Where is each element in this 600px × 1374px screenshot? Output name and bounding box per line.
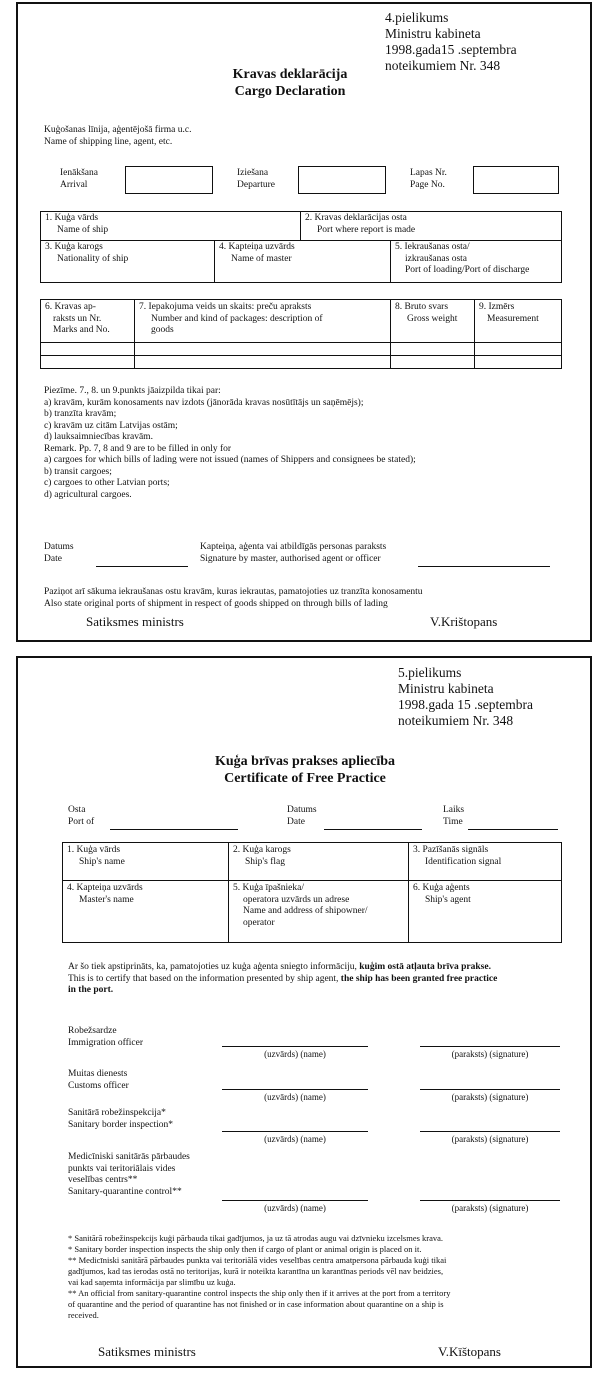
label-en: Departure <box>237 179 275 190</box>
officer-label-lv: veselības centrs** <box>68 1175 138 1185</box>
quarantine-name-caption: (uzvārds) (name) <box>264 1203 326 1213</box>
cell-label-lv: 4. Kapteiņa uzvārds <box>67 883 143 893</box>
row-divider <box>40 355 562 356</box>
cell-label-en: goods <box>151 325 174 335</box>
cell-label-en: Name of master <box>231 253 292 264</box>
officer-label-lv: Muitas dienests <box>68 1069 128 1079</box>
immigration-name-caption: (uzvārds) (name) <box>264 1049 326 1059</box>
cell-label-en: operator <box>243 917 275 928</box>
departure-field[interactable] <box>298 166 386 194</box>
cell-label-en: Number and kind of packages: description of <box>151 313 323 324</box>
date-line[interactable] <box>96 566 188 567</box>
footnote-line: ** Medicīniski sanitārā pārbaudes punkta vai teritoriālā vides veselības centra amatpersona pārbauda kuģi tikai <box>68 1255 447 1265</box>
note-line: d) agricultural cargoes. <box>44 489 132 500</box>
cell-shipowner[interactable] <box>229 881 407 931</box>
annex-line: noteikumiem Nr. 348 <box>385 58 501 73</box>
form5-footnotes <box>68 1233 568 1321</box>
immigration-signature-caption: (paraksts) (signature) <box>451 1049 529 1059</box>
cell-marks <box>41 300 133 339</box>
cell-label-en: Ship's flag <box>245 856 285 867</box>
label-lv: Datums <box>287 805 317 815</box>
customs-name-line[interactable] <box>222 1089 368 1090</box>
footer-line: Paziņot arī sākuma iekraušanas ostu kravām, kuras iekrautas, pamatojoties uz tranzīta konosamentu <box>44 587 423 597</box>
cell-label-en: Marks and No. <box>53 325 110 335</box>
immigration-name-line[interactable] <box>222 1046 368 1047</box>
officer-label-en: Immigration officer <box>68 1037 144 1048</box>
cell-master-name[interactable] <box>63 881 227 908</box>
signature-line[interactable] <box>418 566 550 567</box>
title-en: Certificate of Free Practice <box>224 771 386 786</box>
sanitary-name-caption: (uzvārds) (name) <box>264 1134 326 1144</box>
cell-label-lv: 1. Kuģa vārds <box>67 845 121 855</box>
cell-label-en: Master's name <box>79 894 134 905</box>
note-line: a) kravām, kurām konosaments nav izdots (jānorāda kravas nosūtītājs un saņēmējs); <box>44 397 364 408</box>
cell-label-lv: 2. Kuģa karogs <box>233 845 291 855</box>
minister-name: V.Krištopans <box>430 614 498 629</box>
minister5-title: Satiksmes ministrs <box>98 1344 196 1359</box>
title-lv: Kravas deklarācija <box>232 67 348 82</box>
cert-emphasis: the ship has been granted free practice <box>340 973 498 984</box>
officer-sanitary <box>68 1108 173 1131</box>
annex-line: 1998.gada 15 .septembra <box>398 697 533 712</box>
form5-annex <box>398 665 588 729</box>
time-label <box>443 805 464 828</box>
label-lv: Kuģošanas līnija, aģentējošā firma u.c. <box>44 125 192 135</box>
cert-line-en <box>68 985 568 997</box>
label-lv: Ienākšana <box>60 168 98 178</box>
note-line: c) kravām uz citām Latvijas ostām; <box>44 420 178 431</box>
immigration-signature-line[interactable] <box>420 1046 560 1047</box>
footnote-line: * Sanitārā robežinspekcijs kuģi pārbauda tikai gadījumos, ja uz tā atrodas augu vai dzīvnieku izcelsmes krava. <box>68 1233 444 1243</box>
footnote-line: of quarantine and the period of quarantine has not finished or in case information about quarantine on a ship is <box>68 1299 444 1309</box>
cell-id-signal[interactable] <box>409 843 561 870</box>
label-en: Date <box>287 816 305 827</box>
cell-label-en: Port where report is made <box>317 224 416 235</box>
arrival-label <box>60 168 98 191</box>
officer-immigration <box>68 1026 143 1049</box>
label-lv: Kapteiņa, aģenta vai atbildīgās personas paraksts <box>200 542 387 552</box>
cell-label-en: Measurement <box>487 313 539 324</box>
officer-quarantine <box>68 1152 190 1198</box>
officer-label-lv: Robežsardze <box>68 1026 117 1036</box>
cell-label-lv: 1. Kuģa vārds <box>45 213 99 223</box>
annex-line: Ministru kabineta <box>398 681 494 696</box>
label-en: Time <box>443 816 463 827</box>
row-divider <box>40 342 562 343</box>
cert-text: Ar šo tiek apstiprināts, ka, pamatojoties uz kuģa aģenta sniegto informāciju, <box>68 962 357 972</box>
label-en: Signature by master, authorised agent or officer <box>200 553 381 564</box>
note-line: a) cargoes for which bills of lading were not issued (names of Shippers and consignees be stated); <box>44 455 416 465</box>
footnote-line: vai kad saņemta informācija par slimību uz kuģa. <box>68 1277 236 1287</box>
form4-title <box>190 66 390 100</box>
form4-annex <box>385 10 585 74</box>
annex-line: 5.pielikums <box>398 665 462 680</box>
page-no-field[interactable] <box>473 166 559 194</box>
cert-emphasis: in the port. <box>68 985 114 995</box>
label-en: Page No. <box>410 179 445 190</box>
cell-nationality[interactable] <box>41 240 213 267</box>
customs-signature-line[interactable] <box>420 1089 560 1090</box>
cell-label-en: Ship's name <box>79 856 125 867</box>
annex-line: Ministru kabineta <box>385 26 481 41</box>
cell-label-lv: 5. Iekraušanas osta/ <box>395 242 470 252</box>
note-line: Piezīme. 7., 8. un 9.punkts jāaizpilda tikai par: <box>44 386 221 396</box>
customs-name-caption: (uzvārds) (name) <box>264 1092 326 1102</box>
officer-label-lv: Medicīniski sanitārās pārbaudes <box>68 1152 190 1162</box>
cell-ship-flag[interactable] <box>229 843 407 870</box>
cell-label-lv: 2. Kravas deklarācijas osta <box>305 213 407 223</box>
note-line: c) cargoes to other Latvian ports; <box>44 478 170 488</box>
cell-port-of-report[interactable] <box>301 211 561 238</box>
cell-label-lv: 7. Iepakojuma veids un skaits: preču apraksts <box>139 302 312 312</box>
signature-label <box>200 542 386 565</box>
label-en: Date <box>44 553 62 564</box>
cell-label-lv: 3. Pazīšanās signāls <box>413 845 489 855</box>
sanitary-signature-line[interactable] <box>420 1131 560 1132</box>
note-line: Remark. Pp. 7, 8 and 9 are to be filled in only for <box>44 443 232 454</box>
cell-label-en: Port of loading/Port of discharge <box>405 265 530 275</box>
port-field[interactable] <box>110 829 238 830</box>
cell-label-lv: 3. Kuģa karogs <box>45 242 103 252</box>
date5-field[interactable] <box>324 829 422 830</box>
cert-line-en <box>68 974 568 986</box>
sanitary-name-line[interactable] <box>222 1131 368 1132</box>
footnote-line: received. <box>68 1310 99 1320</box>
officer-label-en: Sanitary-quarantine control** <box>68 1186 182 1197</box>
annex-line: 4.pielikums <box>385 10 449 25</box>
minister5-name: V.Kīštopans <box>438 1344 501 1359</box>
cell-label-lv: operatora uzvārds un adrese <box>243 894 350 905</box>
cell-label-en: Name and address of shipowner/ <box>243 906 368 916</box>
note-line: b) tranzīta kravām; <box>44 409 117 419</box>
footnote-line: ** An official from sanitary-quarantine control inspects the ship only then if it arrives at the port from a territory <box>68 1288 451 1298</box>
note-line: b) transit cargoes; <box>44 466 112 477</box>
cell-label-lv: izkraušanas osta <box>405 253 467 264</box>
date5-label <box>287 805 317 828</box>
cell-ship-name[interactable] <box>63 843 227 870</box>
cell-label-lv: 5. Kuģa īpašnieka/ <box>233 883 304 893</box>
page-no-label <box>410 168 447 191</box>
officer-label-en: Sanitary border inspection* <box>68 1119 174 1130</box>
cell-ports[interactable] <box>391 240 562 279</box>
cell-label-lv: 9. Izmērs <box>479 302 515 312</box>
cell-ship-agent[interactable] <box>409 881 561 908</box>
cell-label-en: Name of ship <box>57 224 109 235</box>
label-lv: Datums <box>44 542 74 552</box>
label-lv: Lapas Nr. <box>410 168 447 178</box>
form4-footer-note <box>44 587 574 610</box>
sanitary-signature-caption: (paraksts) (signature) <box>451 1134 529 1144</box>
cell-name-of-ship[interactable] <box>41 211 299 238</box>
quarantine-name-line[interactable] <box>222 1200 368 1201</box>
form5-title <box>190 753 420 787</box>
note-line: d) lauksaimniecības kravām. <box>44 432 153 442</box>
footnote-line: gadījumos, kad tas ierodas ostā no teritorijas, kurā ir noteikta karantīna un karantīnas periods vēl nav beidzies, <box>68 1266 444 1276</box>
title-lv: Kuģa brīvas prakses apliecība <box>214 754 396 769</box>
annex-line: 1998.gada15 .septembra <box>385 42 517 57</box>
footer-line: Also state original ports of shipment in respect of goods shipped on through bills of lading <box>44 598 388 609</box>
officer-label-lv: Sanitārā robežinspekcija* <box>68 1108 166 1118</box>
footnote-line: * Sanitary border inspection inspects the ship only then if cargo of plant or animal origin is placed on it. <box>68 1244 422 1254</box>
port-label <box>68 805 94 828</box>
label-en: Port of <box>68 816 95 827</box>
officer-label-lv: punkts vai teritoriālais vides <box>68 1163 176 1174</box>
annex-line: noteikumiem Nr. 348 <box>398 713 514 728</box>
cell-label-lv: raksts un Nr. <box>53 313 102 324</box>
cell-packages <box>135 300 389 339</box>
cell-label-lv: 6. Kravas ap- <box>45 302 96 312</box>
label-en: Arrival <box>60 179 88 190</box>
minister-title: Satiksmes ministrs <box>86 614 184 629</box>
cell-label-lv: 6. Kuģa aģents <box>413 883 470 893</box>
cell-master[interactable] <box>215 240 389 267</box>
quarantine-signature-caption: (paraksts) (signature) <box>451 1203 529 1213</box>
departure-label <box>237 168 275 191</box>
form4-notes <box>44 386 564 501</box>
officer-customs <box>68 1069 129 1092</box>
cell-measurement <box>475 300 561 327</box>
time-field[interactable] <box>468 829 558 830</box>
officer-label-en: Customs officer <box>68 1080 129 1091</box>
cell-gross-weight <box>391 300 473 327</box>
label-en: Name of shipping line, agent, etc. <box>44 136 173 147</box>
cell-label-lv: 4. Kapteiņa uzvārds <box>219 242 295 252</box>
cell-label-en: Gross weight <box>407 313 458 324</box>
cert-line-lv <box>68 962 568 974</box>
cell-label-en: Ship's agent <box>425 894 471 905</box>
customs-signature-caption: (paraksts) (signature) <box>451 1092 529 1102</box>
cell-label-lv: 8. Bruto svars <box>395 302 449 312</box>
shipping-line-label <box>44 125 191 148</box>
label-lv: Osta <box>68 805 86 815</box>
certification-text <box>68 962 568 997</box>
cert-emphasis: kuģim ostā atļauta brīva prakse. <box>359 962 491 972</box>
label-lv: Laiks <box>443 805 465 815</box>
cell-label-en: Nationality of ship <box>57 253 129 264</box>
label-lv: Iziešana <box>237 168 269 178</box>
title-en: Cargo Declaration <box>234 84 346 99</box>
arrival-field[interactable] <box>125 166 213 194</box>
cell-label-en: Identification signal <box>425 856 502 867</box>
cert-text: This is to certify that based on the information presented by ship agent, <box>68 973 339 984</box>
date-label <box>44 542 74 565</box>
quarantine-signature-line[interactable] <box>420 1200 560 1201</box>
